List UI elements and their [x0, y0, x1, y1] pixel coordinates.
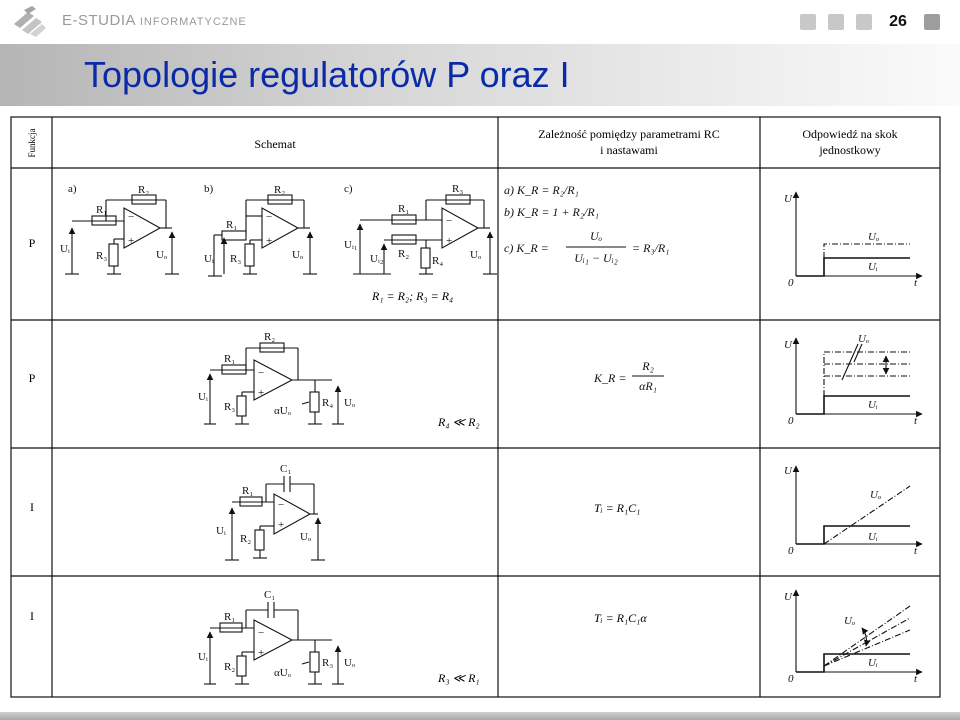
nav-square-3[interactable] — [856, 14, 872, 30]
e-studia-logo-icon — [10, 4, 50, 40]
svg-text:U: U — [784, 591, 792, 603]
header-odpowiedz-line2: jednostkowy — [819, 143, 881, 157]
svg-text:Uᵢ: Uᵢ — [216, 525, 226, 537]
row3-schematic — [225, 476, 325, 560]
header-odpowiedz-line1: Odpowiedź na skok — [802, 127, 898, 141]
svg-text:αUₒ: αUₒ — [274, 667, 291, 679]
svg-text:R₂: R₂ — [240, 533, 252, 545]
row2-condition: R₄ ≪ R₂ — [438, 415, 480, 429]
svg-text:C₁: C₁ — [280, 463, 292, 475]
svg-text:Uᵢ: Uᵢ — [868, 531, 878, 543]
row3-step-response — [796, 466, 922, 544]
row1-schematic-a — [65, 195, 179, 274]
svg-text:R₂: R₂ — [642, 359, 654, 373]
svg-text:0: 0 — [788, 415, 794, 427]
svg-text:Uₒ: Uₒ — [292, 249, 304, 261]
svg-text:R₂: R₂ — [224, 661, 236, 673]
header-funkcja: Funkcja — [27, 128, 37, 158]
row1-step-response — [796, 192, 922, 276]
svg-text:R₃: R₃ — [452, 183, 464, 195]
row2-step-response — [796, 338, 922, 414]
row4-step-labels — [784, 591, 918, 685]
svg-text:U: U — [784, 193, 792, 205]
svg-text:R₃: R₃ — [230, 253, 242, 265]
label-a: a) — [68, 183, 77, 195]
slide-nav — [800, 13, 940, 31]
svg-text:Uₒ: Uₒ — [868, 231, 880, 243]
brand-sub: INFORMATYCZNE — [139, 16, 247, 28]
formula-b: b) K_R = 1 + R₂/R₁ — [504, 205, 599, 219]
row3-function: I — [30, 500, 34, 514]
svg-text:Uₒ: Uₒ — [844, 615, 856, 627]
row4-condition: R₃ ≪ R₁ — [438, 671, 480, 685]
formula-c-den: Uᵢ₁ − Uᵢ₂ — [574, 251, 618, 265]
svg-text:R₃: R₃ — [322, 657, 334, 669]
header-zaleznosc-line2: i nastawami — [600, 143, 658, 157]
svg-text:Uᵢ₂: Uᵢ₂ — [370, 253, 384, 265]
nav-square-1[interactable] — [800, 14, 816, 30]
row4-function: I — [30, 609, 34, 623]
svg-text:−: − — [266, 211, 273, 223]
svg-text:Uᵢ: Uᵢ — [868, 657, 878, 669]
svg-text:αR₁: αR₁ — [639, 379, 657, 393]
svg-text:K_R =: K_R = — [594, 371, 627, 385]
svg-text:U: U — [784, 339, 792, 351]
row2-function: P — [28, 371, 36, 385]
svg-text:R₃: R₃ — [96, 250, 108, 262]
svg-text:Uᵢ: Uᵢ — [198, 391, 208, 403]
svg-text:R₁: R₁ — [224, 353, 236, 365]
svg-text:Uᵢ: Uᵢ — [204, 253, 214, 265]
svg-text:Uᵢ: Uᵢ — [868, 399, 878, 411]
svg-text:R₄: R₄ — [432, 255, 444, 267]
svg-text:R₁: R₁ — [226, 219, 238, 231]
header-zaleznosc-line1: Zależność pomiędzy parametrami RC — [538, 127, 720, 141]
label-b: b) — [204, 183, 214, 195]
svg-text:0: 0 — [788, 545, 794, 557]
svg-text:−: − — [446, 215, 453, 227]
row4-formula: Tᵢ = R₁C₁α — [594, 611, 647, 625]
svg-text:t: t — [914, 277, 918, 289]
svg-text:Uᵢ: Uᵢ — [868, 261, 878, 273]
svg-text:Uₒ: Uₒ — [344, 657, 356, 669]
svg-text:R₂: R₂ — [264, 331, 276, 343]
svg-text:R₁: R₁ — [224, 611, 236, 623]
svg-text:+: + — [446, 235, 453, 247]
svg-text:Uₒ: Uₒ — [156, 249, 168, 261]
svg-text:+: + — [258, 647, 265, 659]
slide-title: Topologie regulatorów P oraz I — [84, 54, 570, 95]
svg-text:Uₒ: Uₒ — [858, 333, 870, 345]
svg-text:+: + — [278, 519, 285, 531]
row1-condition: R₁ = R₂; R₃ = R₄ — [372, 289, 454, 303]
regulator-table — [10, 116, 942, 700]
svg-text:R₄: R₄ — [322, 397, 334, 409]
row1-formulas — [504, 183, 669, 265]
row2-step-labels — [784, 333, 918, 427]
svg-text:Uₒ: Uₒ — [870, 489, 882, 501]
row4-step-response — [796, 590, 922, 672]
table-svg — [10, 116, 942, 700]
svg-text:R₂: R₂ — [398, 248, 410, 260]
page-number: 26 — [889, 13, 907, 30]
svg-text:R₁: R₁ — [96, 204, 108, 216]
row2-formula — [593, 359, 664, 393]
row1-schematic-labels — [60, 183, 481, 267]
svg-text:R₂: R₂ — [274, 184, 286, 196]
svg-text:R₁: R₁ — [242, 485, 254, 497]
svg-text:αUₒ: αUₒ — [274, 405, 291, 417]
svg-text:R₂: R₂ — [138, 184, 150, 196]
header-schemat: Schemat — [254, 137, 296, 151]
svg-text:U: U — [784, 465, 792, 477]
svg-text:Uₒ: Uₒ — [344, 397, 356, 409]
svg-text:+: + — [128, 235, 135, 247]
slide-header — [0, 0, 960, 44]
nav-square-2[interactable] — [828, 14, 844, 30]
brand-main: E-STUDIA — [62, 12, 136, 29]
svg-text:R₁: R₁ — [398, 203, 410, 215]
brand-name — [62, 12, 247, 29]
svg-text:−: − — [258, 367, 265, 379]
svg-text:−: − — [278, 499, 285, 511]
row3-formula: Tᵢ = R₁C₁ — [594, 501, 641, 515]
svg-text:+: + — [266, 235, 273, 247]
row4-labels — [198, 589, 355, 679]
svg-text:−: − — [128, 211, 135, 223]
svg-text:t: t — [914, 545, 918, 557]
svg-text:0: 0 — [788, 277, 794, 289]
svg-text:+: + — [258, 387, 265, 399]
formula-c-lhs: c) K_R = — [504, 241, 549, 255]
svg-text:C₁: C₁ — [264, 589, 276, 601]
svg-text:Uₒ: Uₒ — [470, 249, 482, 261]
row1-opamp-signs — [128, 211, 452, 247]
svg-text:Uᵢ: Uᵢ — [60, 243, 70, 255]
svg-text:R₃: R₃ — [224, 401, 236, 413]
row1-schematic-b — [208, 195, 317, 276]
formula-c-rest: = R₃/R₁ — [632, 241, 670, 255]
formula-a: a) K_R = R₂/R₁ — [504, 183, 579, 197]
nav-square-4[interactable] — [924, 14, 940, 30]
svg-text:Uᵢ₁: Uᵢ₁ — [344, 239, 358, 251]
svg-text:Uₒ: Uₒ — [300, 531, 312, 543]
formula-c-num: Uₒ — [589, 229, 603, 243]
svg-text:Uᵢ: Uᵢ — [198, 651, 208, 663]
svg-text:−: − — [258, 627, 265, 639]
row1-function: P — [28, 236, 36, 250]
svg-text:0: 0 — [788, 673, 794, 685]
row1-step-labels — [784, 193, 918, 289]
slide-footer-bar — [0, 712, 960, 720]
svg-text:t: t — [914, 673, 918, 685]
label-c: c) — [344, 183, 353, 195]
svg-text:t: t — [914, 415, 918, 427]
